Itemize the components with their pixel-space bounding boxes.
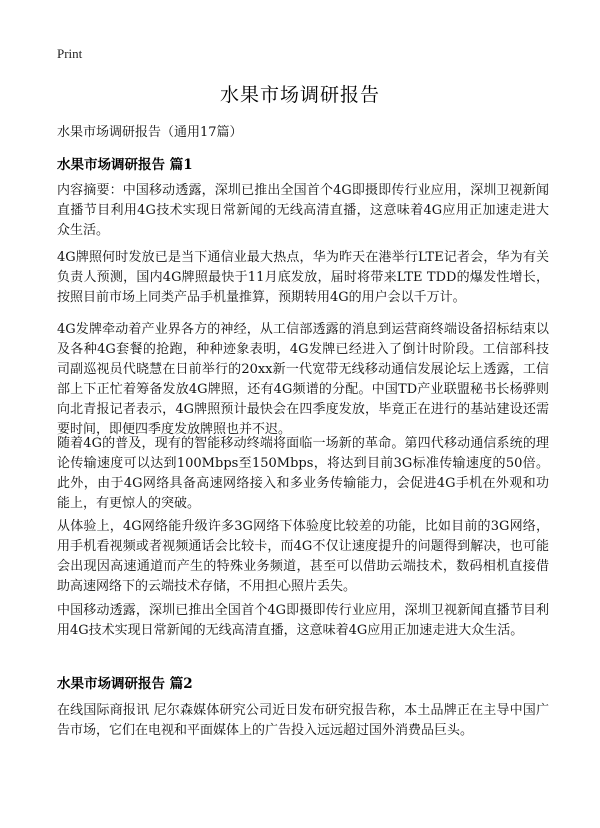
paragraph: 4G发牌牵动着产业界各方的神经，从工信部透露的消息到运营商终端设备招标结束以及各种4G套餐的抢跑，种种迹象表明，4G发牌已经进入了倒计时阶段。工信部科技司副巡视员代晓慧在日前举行的20xx新一代宽带无线移动通信发展论坛上透露，工信部上下正忙着筹备发放4G牌照，还有4G频谱的分配。中国TD产业联盟秘书长杨骅则向北青报记者表示，4G牌照预计最快会在四季度发放，毕竟正在进行的基站建设还需要时间，即便四季度发放牌照也并不迟。 <box>57 322 549 437</box>
paragraph: 中国移动透露，深圳已推出全国首个4G即摄即传行业应用，深圳卫视新闻直播节目利用4G技术实现日常新闻的无线高清直播，这意味着4G应用正加速走进大众生活。 <box>57 603 549 638</box>
section-heading-1: 水果市场调研报告 篇1 <box>57 157 193 173</box>
paragraph: 在线国际商报讯 尼尔森媒体研究公司近日发布研究报告称，本土品牌正在主导中国广告市场，它们在电视和平面媒体上的广告投入远远超过国外消费品巨头。 <box>57 703 549 738</box>
paragraph: 内容摘要：中国移动透露，深圳已推出全国首个4G即摄即传行业应用，深圳卫视新闻直播节目利用4G技术实现日常新闻的无线高清直播，这意味着4G应用正加速走进大众生活。 <box>57 183 549 238</box>
paragraph: 从体验上，4G网络能升级许多3G网络下体验度比较差的功能，比如目前的3G网络，用手机看视频或者视频通话会比较卡，而4G不仅让速度提升的问题得到解决，也可能会出现因高速通道而产生的特殊业务频道，甚至可以借助云端技术，数码相机直接借助高速网络下的云端技术存储，不用担心照片丢失。 <box>57 519 549 594</box>
paragraph: 随着4G的普及，现有的智能移动终端将面临一场新的革命。第四代移动通信系统的理论传输速度可以达到100Mbps至150Mbps，将达到目前3G标准传输速度的50倍。此外，由于4G网络具备高速网络接入和多业务传输能力，会促进4G手机在外观和功能上，有更惊人的突破。 <box>57 436 549 511</box>
document-title: 水果市场调研报告 <box>219 84 380 106</box>
print-label: Print <box>57 46 83 61</box>
paragraph: 4G牌照何时发放已是当下通信业最大热点，华为昨天在港举行LTE记者会，华为有关负责人预测，国内4G牌照最快于11月底发放，届时将带来LTE TDD的爆发性增长，按照目前市场上同类产品手机量推算，预期转用4G的用户会以千万计。 <box>57 250 549 305</box>
section-heading-2: 水果市场调研报告 篇2 <box>57 676 193 692</box>
document-subtitle: 水果市场调研报告（通用17篇） <box>57 125 243 140</box>
